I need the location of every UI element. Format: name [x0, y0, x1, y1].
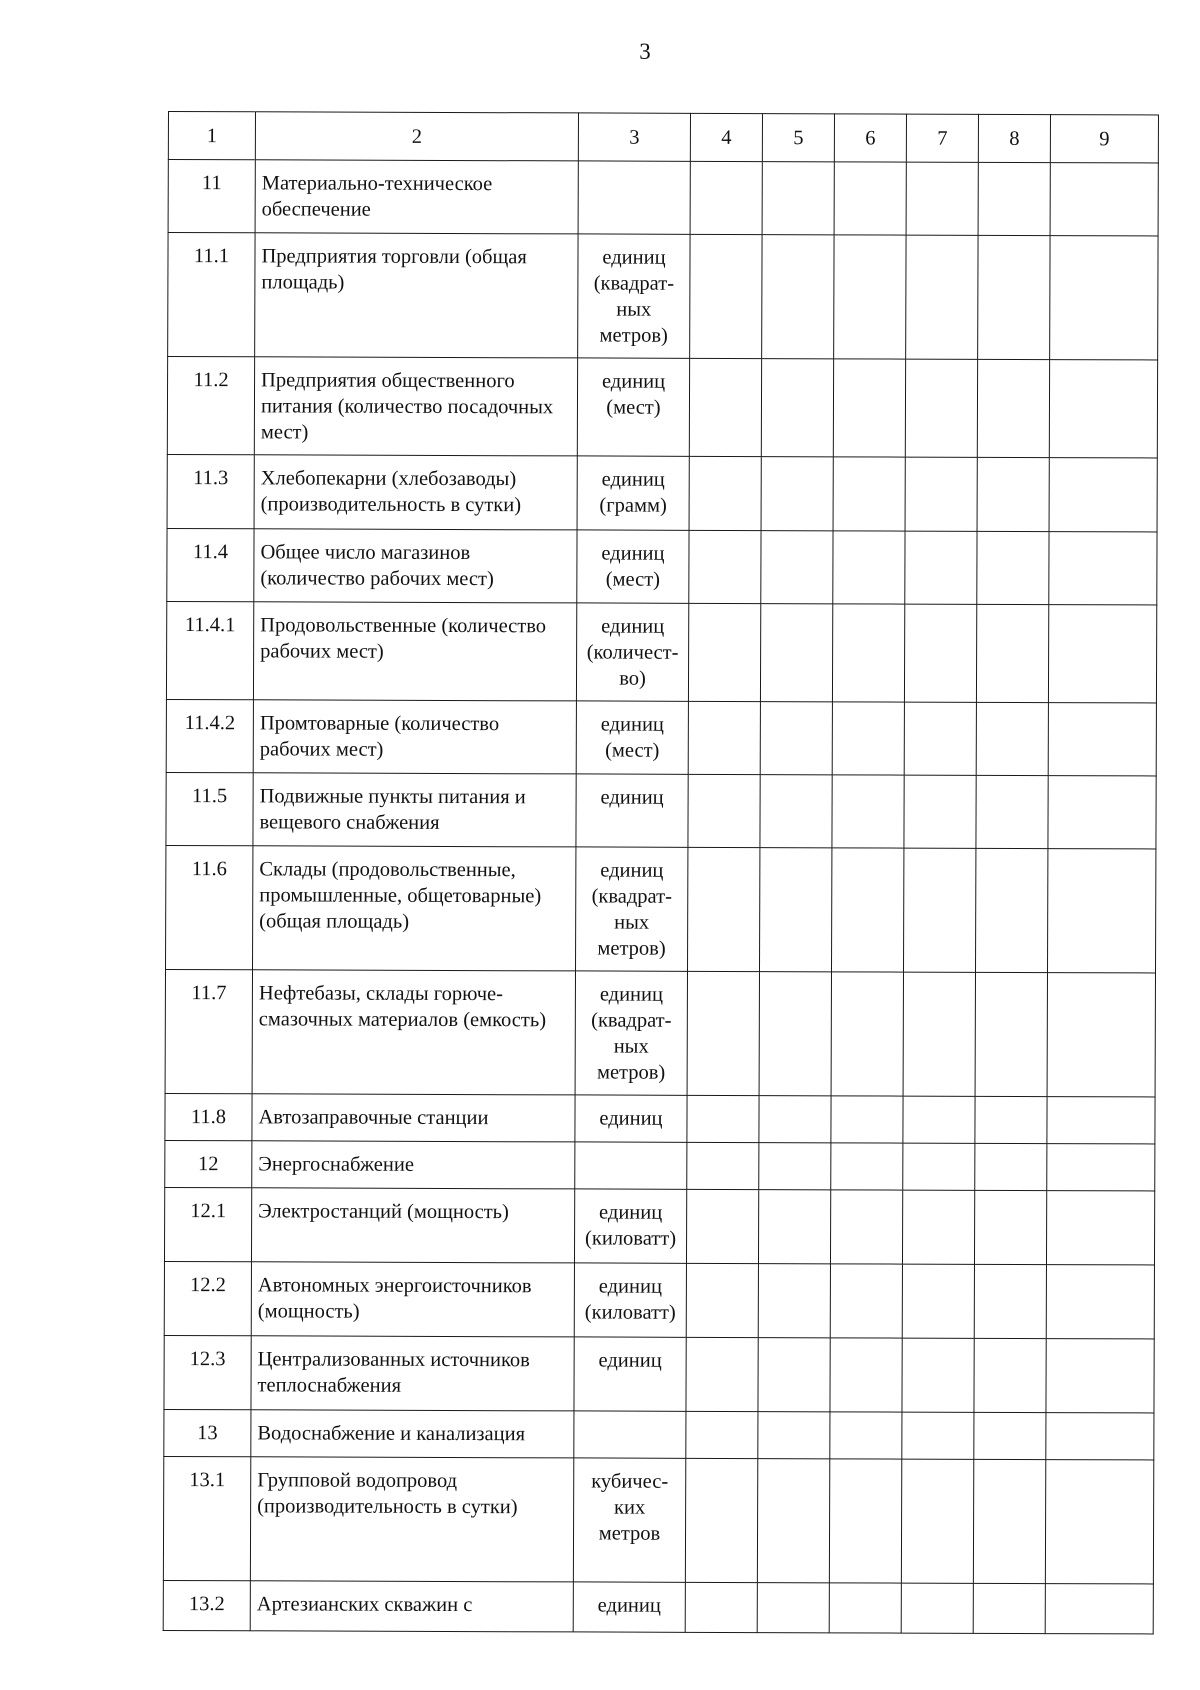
value-cell-col-6: [830, 1264, 902, 1338]
value-cell-col-8: [978, 235, 1050, 359]
indicator-name: Продовольственные (количество рабочих мест): [253, 602, 576, 701]
value-cell-col-6: [834, 162, 906, 235]
unit-cell: [578, 161, 690, 234]
row-number: 11.5: [166, 772, 253, 845]
value-cell-col-4: [687, 1142, 759, 1189]
unit-cell: [576, 603, 688, 701]
value-cell-col-7: [903, 972, 975, 1096]
value-cell-col-5: [757, 1459, 829, 1583]
table-row: [166, 845, 1156, 972]
value-cell-col-9: [1048, 776, 1156, 849]
value-cell-col-8: [975, 1143, 1047, 1190]
value-cell-col-4: [688, 603, 760, 701]
header-col-2: 2: [255, 112, 578, 161]
row-number: 11.3: [167, 454, 254, 528]
header-col-8: 8: [978, 114, 1050, 162]
value-cell-col-6: [831, 1096, 903, 1143]
row-number: 12: [165, 1140, 252, 1187]
value-cell-col-7: [906, 162, 978, 235]
value-cell-col-6: [832, 604, 904, 702]
unit-line: единиц: [599, 1107, 663, 1130]
value-cell-col-9: [1045, 1584, 1153, 1634]
unit-line: ных: [613, 1035, 649, 1058]
header-col-6: 6: [834, 114, 906, 162]
value-cell-col-9: [1047, 1144, 1155, 1191]
value-cell-col-4: [686, 1189, 758, 1263]
value-cell-col-6: [831, 972, 903, 1096]
value-cell-col-5: [759, 848, 831, 972]
value-cell-col-8: [974, 1264, 1046, 1338]
value-cell-col-5: [762, 235, 834, 359]
table-row: [164, 1335, 1154, 1412]
value-cell-col-7: [906, 235, 978, 359]
value-cell-col-9: [1046, 1413, 1154, 1460]
value-cell-col-4: [688, 701, 760, 774]
value-cell-col-7: [902, 1190, 974, 1264]
unit-line: метров): [597, 937, 666, 960]
value-cell-col-5: [758, 1264, 830, 1338]
unit-line: (квадрат-: [591, 885, 672, 908]
value-cell-col-8: [975, 1096, 1047, 1143]
value-cell-col-7: [901, 1583, 973, 1633]
unit-cell: [575, 1142, 687, 1189]
unit-line: единиц: [598, 1275, 663, 1298]
value-cell-col-9: [1049, 532, 1157, 605]
value-cell-col-7: [902, 1412, 974, 1459]
row-number: 12.1: [164, 1187, 251, 1261]
value-cell-col-5: [759, 1143, 831, 1190]
value-cell-col-7: [904, 604, 976, 702]
unit-line: метров: [598, 1522, 661, 1545]
unit-cell: [573, 1458, 685, 1582]
value-cell-col-7: [901, 1459, 973, 1583]
value-cell-col-8: [973, 1583, 1045, 1633]
unit-cell: [574, 1263, 686, 1337]
row-number: 11.6: [166, 845, 253, 969]
indicator-name: Предприятия торговли (общая площадь): [255, 233, 578, 358]
value-cell-col-7: [902, 1264, 974, 1338]
value-cell-col-6: [829, 1583, 901, 1633]
table-row: [167, 357, 1157, 458]
value-cell-col-8: [977, 359, 1049, 457]
value-cell-col-9: [1046, 1265, 1154, 1339]
row-number: 11: [168, 160, 255, 233]
value-cell-col-4: [688, 847, 760, 971]
unit-line: единиц: [599, 1201, 663, 1224]
indicator-name: Централизованных источников теплоснабжения: [251, 1336, 574, 1411]
value-cell-col-7: [905, 457, 977, 531]
indicator-name: Предприятия общественного питания (количество посадочных мест): [254, 357, 577, 456]
value-cell-col-5: [761, 531, 833, 604]
unit-line: (количест-: [586, 641, 679, 664]
value-cell-col-8: [978, 162, 1050, 235]
unit-line: единиц: [601, 468, 665, 491]
row-number: 11.4.2: [166, 699, 253, 772]
unit-line: единиц: [599, 983, 664, 1006]
table-row: [166, 699, 1156, 775]
value-cell-col-5: [760, 775, 832, 848]
value-cell-col-4: [690, 234, 762, 358]
value-cell-col-9: [1047, 973, 1155, 1097]
value-cell-col-9: [1045, 1460, 1153, 1584]
unit-cell: [577, 456, 689, 530]
value-cell-col-4: [686, 1263, 758, 1337]
value-cell-col-6: [830, 1338, 902, 1412]
value-cell-col-9: [1049, 360, 1157, 458]
unit-line: единиц: [601, 370, 666, 393]
value-cell-col-6: [833, 457, 905, 531]
value-cell-col-8: [977, 457, 1049, 531]
indicator-name: Нефтебазы, склады горюче-смазочных материалов (емкость): [252, 970, 575, 1095]
value-cell-col-8: [975, 972, 1047, 1096]
header-col-9: 9: [1050, 115, 1158, 163]
row-number: 13.1: [163, 1456, 250, 1580]
value-cell-col-4: [687, 1095, 759, 1142]
table-row: [166, 772, 1156, 848]
value-cell-col-4: [690, 161, 762, 234]
value-cell-col-9: [1049, 458, 1157, 532]
unit-cell: [576, 701, 688, 774]
indicator-name: Материально-техническое обеспечение: [255, 160, 578, 234]
unit-line: единиц: [601, 542, 665, 565]
indicator-name: Электростанций (мощность): [251, 1188, 574, 1263]
unit-line: (квадрат-: [591, 1009, 672, 1032]
value-cell-col-6: [830, 1412, 902, 1459]
unit-line: единиц: [600, 859, 664, 882]
value-cell-col-4: [685, 1582, 757, 1632]
indicator-name: Склады (продовольственные, промышленные, общетоварные) (общая площадь): [253, 846, 576, 971]
table-row: [164, 1187, 1154, 1264]
unit-line: метров): [596, 1061, 666, 1084]
value-cell-col-9: [1050, 163, 1158, 236]
value-cell-col-4: [687, 971, 759, 1095]
indicator-name: Групповой водопровод (производительность в сутки): [250, 1457, 573, 1582]
value-cell-col-8: [976, 702, 1048, 775]
table-header-row: [168, 112, 1158, 163]
value-cell-col-8: [977, 531, 1049, 604]
value-cell-col-6: [831, 1143, 903, 1190]
header-col-1: 1: [168, 112, 255, 160]
value-cell-col-6: [829, 1459, 901, 1583]
value-cell-col-4: [689, 530, 761, 603]
unit-line: метров): [599, 324, 668, 347]
value-cell-col-9: [1047, 1097, 1155, 1144]
value-cell-col-8: [976, 604, 1048, 702]
unit-cell: [575, 1095, 687, 1142]
value-cell-col-7: [904, 775, 976, 848]
indicator-name: Общее число магазинов (количество рабочих мест): [254, 529, 577, 603]
table-row: [168, 233, 1158, 360]
value-cell-col-9: [1050, 236, 1158, 360]
header-col-4: 4: [690, 113, 762, 161]
header-col-3: 3: [578, 113, 690, 161]
value-cell-col-5: [759, 1096, 831, 1143]
unit-line: единиц: [600, 786, 664, 809]
row-number: 11.4: [167, 528, 254, 601]
value-cell-col-5: [761, 359, 833, 457]
value-cell-col-5: [758, 1338, 830, 1412]
value-cell-col-7: [903, 848, 975, 972]
table-row: [165, 1140, 1155, 1190]
indicator-name: Автономных энергоисточников (мощность): [251, 1262, 574, 1337]
value-cell-col-6: [832, 702, 904, 775]
value-cell-col-4: [689, 456, 761, 530]
value-cell-col-5: [757, 1583, 829, 1633]
indicator-name: Хлебопекарни (хлебозаводы) (производительность в сутки): [254, 455, 577, 530]
indicator-name: Подвижные пункты питания и вещевого снабжения: [253, 773, 576, 847]
value-cell-col-8: [975, 848, 1047, 972]
indicator-name: Промтоварные (количество рабочих мест): [253, 700, 576, 774]
unit-cell: [574, 1337, 686, 1411]
unit-cell: [576, 774, 688, 847]
value-cell-col-6: [832, 775, 904, 848]
value-cell-col-8: [973, 1459, 1045, 1583]
value-cell-col-9: [1047, 849, 1155, 973]
table-row: [163, 1456, 1153, 1583]
page-number: 3: [639, 39, 651, 64]
value-cell-col-8: [974, 1412, 1046, 1459]
unit-line: ких: [613, 1496, 646, 1519]
unit-cell: [577, 358, 689, 456]
unit-line: единиц: [597, 1594, 661, 1617]
table-row: [167, 528, 1157, 604]
value-cell-col-5: [761, 457, 833, 531]
row-number: 12.3: [164, 1335, 251, 1409]
value-cell-col-6: [833, 531, 905, 604]
unit-line: (грамм): [599, 494, 667, 517]
row-number: 13.2: [163, 1580, 250, 1630]
value-cell-col-6: [833, 359, 905, 457]
unit-cell: [578, 234, 690, 358]
row-number: 12.2: [164, 1261, 251, 1335]
unit-line: (квадрат-: [593, 272, 675, 295]
value-cell-col-6: [830, 1190, 902, 1264]
table-row: [165, 1093, 1155, 1143]
unit-cell: [575, 971, 687, 1095]
value-cell-col-9: [1046, 1339, 1154, 1413]
value-cell-col-9: [1048, 703, 1156, 776]
value-cell-col-4: [688, 774, 760, 847]
row-number: 11.1: [168, 233, 255, 357]
row-number: 11.7: [165, 969, 252, 1093]
table-row: [165, 969, 1155, 1096]
unit-cell: [577, 530, 689, 603]
indicator-name: Артезианских скважин с: [250, 1581, 573, 1632]
table-row: [168, 160, 1158, 236]
value-cell-col-8: [976, 775, 1048, 848]
unit-line: (мест): [605, 739, 660, 762]
unit-line: (киловатт): [584, 1301, 676, 1324]
indicator-table: [163, 111, 1159, 1634]
unit-line: (киловатт): [585, 1227, 677, 1250]
indicator-name: Энергоснабжение: [252, 1141, 575, 1189]
value-cell-col-4: [689, 358, 761, 456]
value-cell-col-7: [903, 1143, 975, 1190]
value-cell-col-7: [905, 531, 977, 604]
unit-cell: [576, 847, 688, 971]
unit-cell: [574, 1411, 686, 1458]
value-cell-col-4: [685, 1458, 757, 1582]
table-row: [167, 454, 1157, 531]
value-cell-col-5: [762, 162, 834, 235]
unit-line: (мест): [606, 396, 661, 419]
indicator-name: Автозаправочные станции: [252, 1094, 575, 1142]
unit-line: единиц: [600, 713, 664, 736]
value-cell-col-6: [834, 235, 906, 359]
value-cell-col-5: [758, 1190, 830, 1264]
unit-line: ных: [616, 298, 652, 321]
value-cell-col-8: [974, 1338, 1046, 1412]
row-number: 13: [164, 1409, 251, 1456]
value-cell-col-7: [905, 359, 977, 457]
value-cell-col-5: [758, 1412, 830, 1459]
value-cell-col-4: [686, 1411, 758, 1458]
value-cell-col-7: [902, 1338, 974, 1412]
unit-line: кубичес-: [591, 1470, 669, 1493]
value-cell-col-5: [760, 702, 832, 775]
indicator-name: Водоснабжение и канализация: [251, 1410, 574, 1458]
value-cell-col-5: [759, 972, 831, 1096]
value-cell-col-7: [903, 1096, 975, 1143]
row-number: 11.2: [167, 357, 254, 455]
unit-cell: [574, 1189, 686, 1263]
unit-line: ных: [614, 911, 650, 934]
unit-line: единиц: [598, 1349, 662, 1372]
value-cell-col-8: [974, 1190, 1046, 1264]
table-row: [163, 1580, 1153, 1633]
value-cell-col-9: [1048, 605, 1156, 703]
value-cell-col-5: [760, 604, 832, 702]
unit-line: единиц: [601, 615, 665, 638]
value-cell-col-7: [904, 702, 976, 775]
unit-cell: [573, 1582, 685, 1632]
value-cell-col-9: [1046, 1191, 1154, 1265]
indicator-table-wrapper: [163, 111, 1158, 1634]
table-row: [164, 1409, 1154, 1459]
row-number: 11.4.1: [166, 601, 253, 699]
header-col-5: 5: [762, 114, 834, 162]
header-col-7: 7: [906, 114, 978, 162]
value-cell-col-4: [686, 1337, 758, 1411]
unit-line: (мест): [605, 568, 661, 591]
unit-line: во): [619, 667, 646, 690]
table-row: [164, 1261, 1154, 1338]
unit-line: единиц: [602, 246, 666, 269]
row-number: 11.8: [165, 1093, 252, 1140]
table-row: [166, 601, 1156, 702]
value-cell-col-6: [831, 848, 903, 972]
